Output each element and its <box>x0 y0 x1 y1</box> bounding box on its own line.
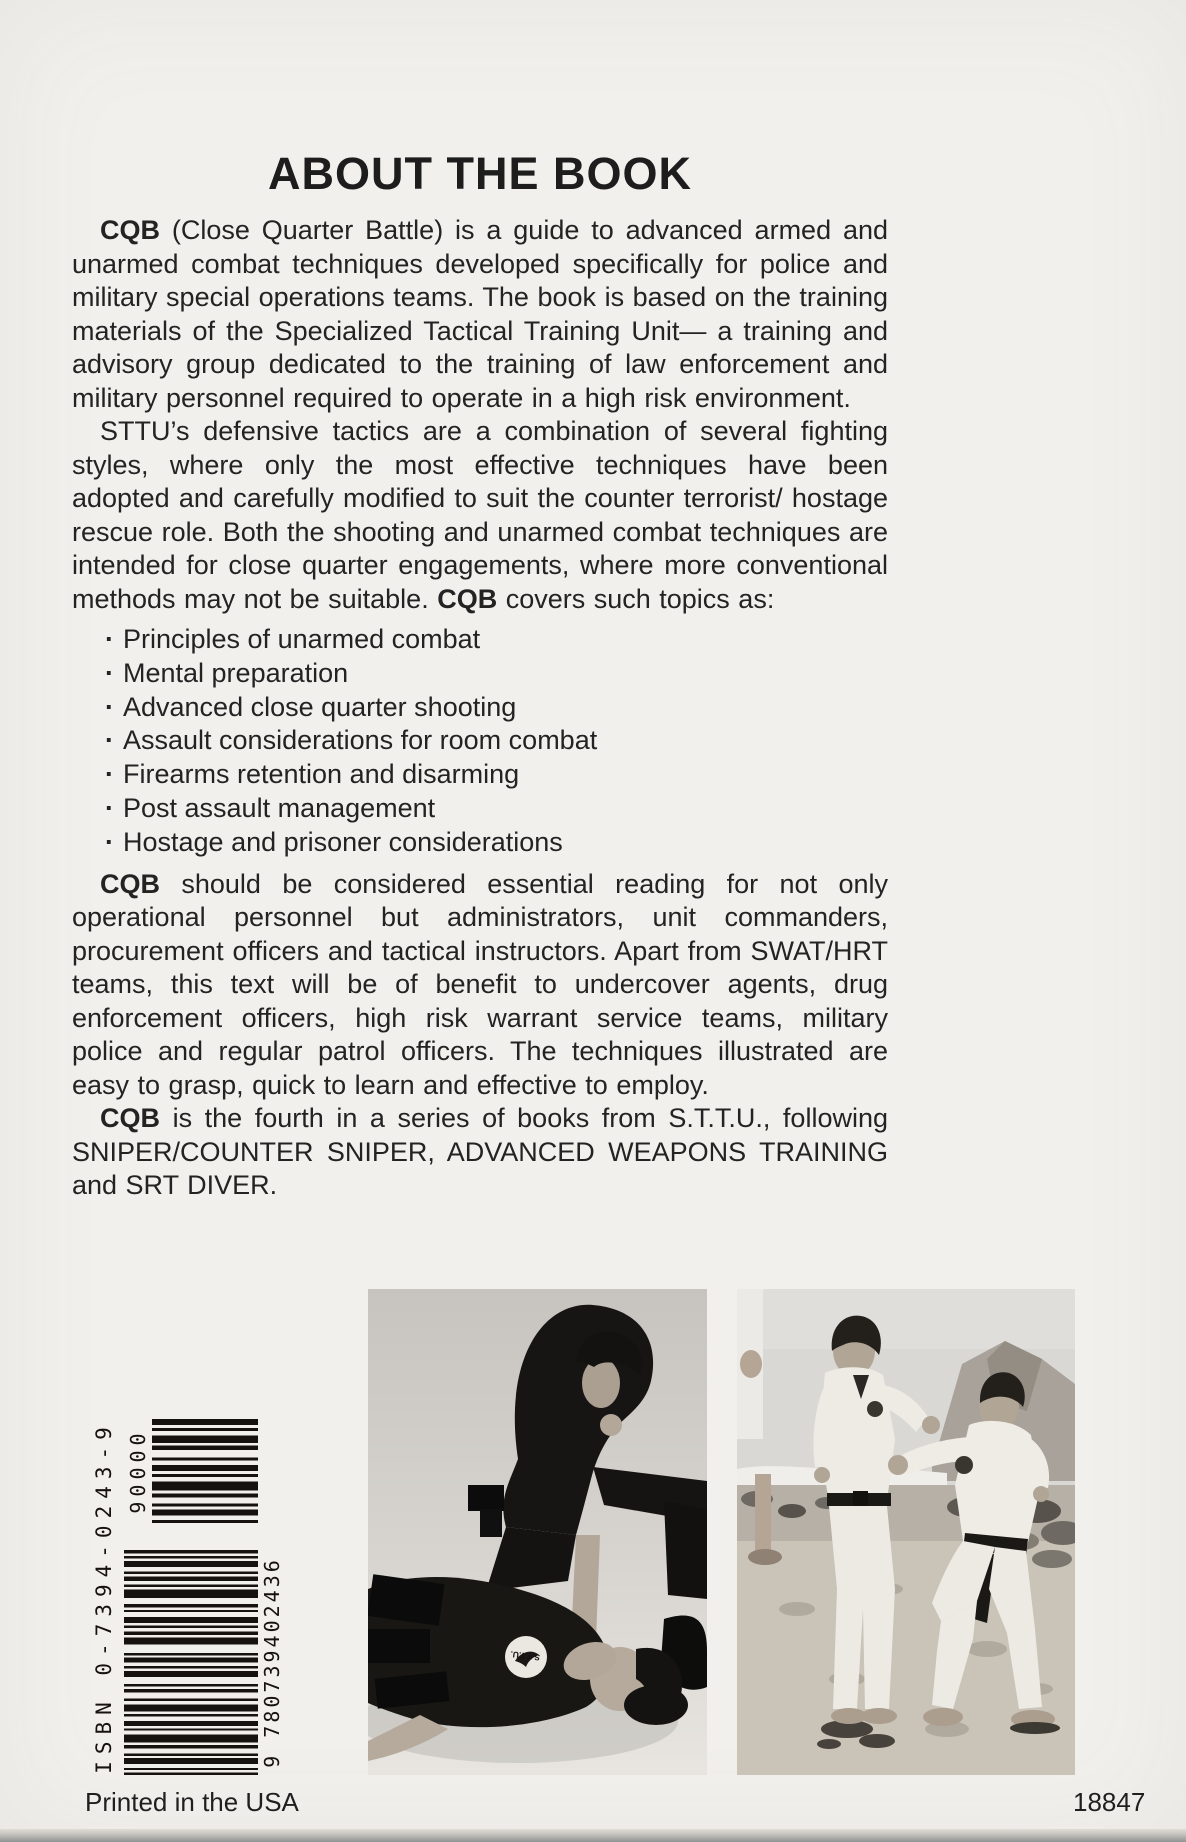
supplement-barcode-bars <box>152 1419 258 1523</box>
paragraph: CQB should be considered essential reading for not only operational personnel but administrators, unit commanders, procurement officers and tactical instructors. Apart from SWAT/HRT teams, this text will be of benefit to undercover agents, drug enforcement officers, high risk warrant service teams, military police and regular patrol officers. The techniques illustrated are easy to grasp, quick to learn and effective to employ. <box>72 868 888 1100</box>
topic-item: · Hostage and prisoner considerations <box>105 826 888 860</box>
ean-supplement-digits: 90000 <box>126 1428 150 1514</box>
right-photo <box>737 1289 1075 1775</box>
topic-item: · Post assault management <box>105 792 888 826</box>
about-section <box>72 150 888 1203</box>
topic-item: · Assault considerations for room combat <box>105 724 888 758</box>
topic-item: · Firearms retention and disarming <box>105 758 888 792</box>
paragraph: CQB is the fourth in a series of books from S.T.T.U., following SNIPER/COUNTER SNIPER, ADVANCED WEAPONS TRAINING and SRT DIVER. <box>72 1103 888 1201</box>
isbn-text: ISBN 0-7394-0243-9 <box>92 1420 116 1774</box>
gi-patch <box>955 1456 973 1474</box>
page-title: ABOUT THE BOOK <box>268 148 692 199</box>
topic-item: · Mental preparation <box>105 657 888 691</box>
paragraph: CQB (Close Quarter Battle) is a guide to advanced armed and unarmed combat techniques developed specifically for police and military special operations teams. The book is based on the training materials of the Specialized Tactical Training Unit— a training and advisory group dedicated to the training of law enforcement and military personnel required to operate in a high risk environment. <box>72 215 888 413</box>
paragraph: STTU’s defensive tactics are a combination of several fighting styles, where only the most effective techniques have been adopted and carefully modified to suit the counter terrorist/ hostage rescue role. Both the shooting and unarmed combat techniques are intended for close quarter engagements, where more conventional methods may not be suitable. CQB covers such topics as: <box>72 416 888 614</box>
isbn-barcode <box>90 1415 290 1775</box>
paragraphs-top <box>72 214 888 616</box>
printed-note: Printed in the USA <box>85 1787 299 1817</box>
topic-item: · Advanced close quarter shooting <box>105 691 888 725</box>
bottom-edge-strip <box>0 1829 1186 1842</box>
paragraphs-bottom <box>72 868 888 1203</box>
left-photo-illustration <box>368 1289 707 1775</box>
catalog-number: 18847 <box>1073 1787 1146 1817</box>
barcode-inner <box>90 1415 290 1775</box>
face <box>582 1358 620 1408</box>
sttu-shirt-label: S.T.T.U. <box>509 1649 541 1663</box>
ean-digits: 9 780739402436 <box>260 1557 284 1768</box>
topic-item: · Principles of unarmed combat <box>105 623 888 657</box>
pistol <box>468 1485 504 1511</box>
gi-patch <box>867 1401 883 1417</box>
topics-list <box>72 623 888 860</box>
main-barcode-bars <box>124 1550 258 1775</box>
right-photo-illustration <box>737 1289 1075 1775</box>
left-photo <box>368 1289 707 1775</box>
